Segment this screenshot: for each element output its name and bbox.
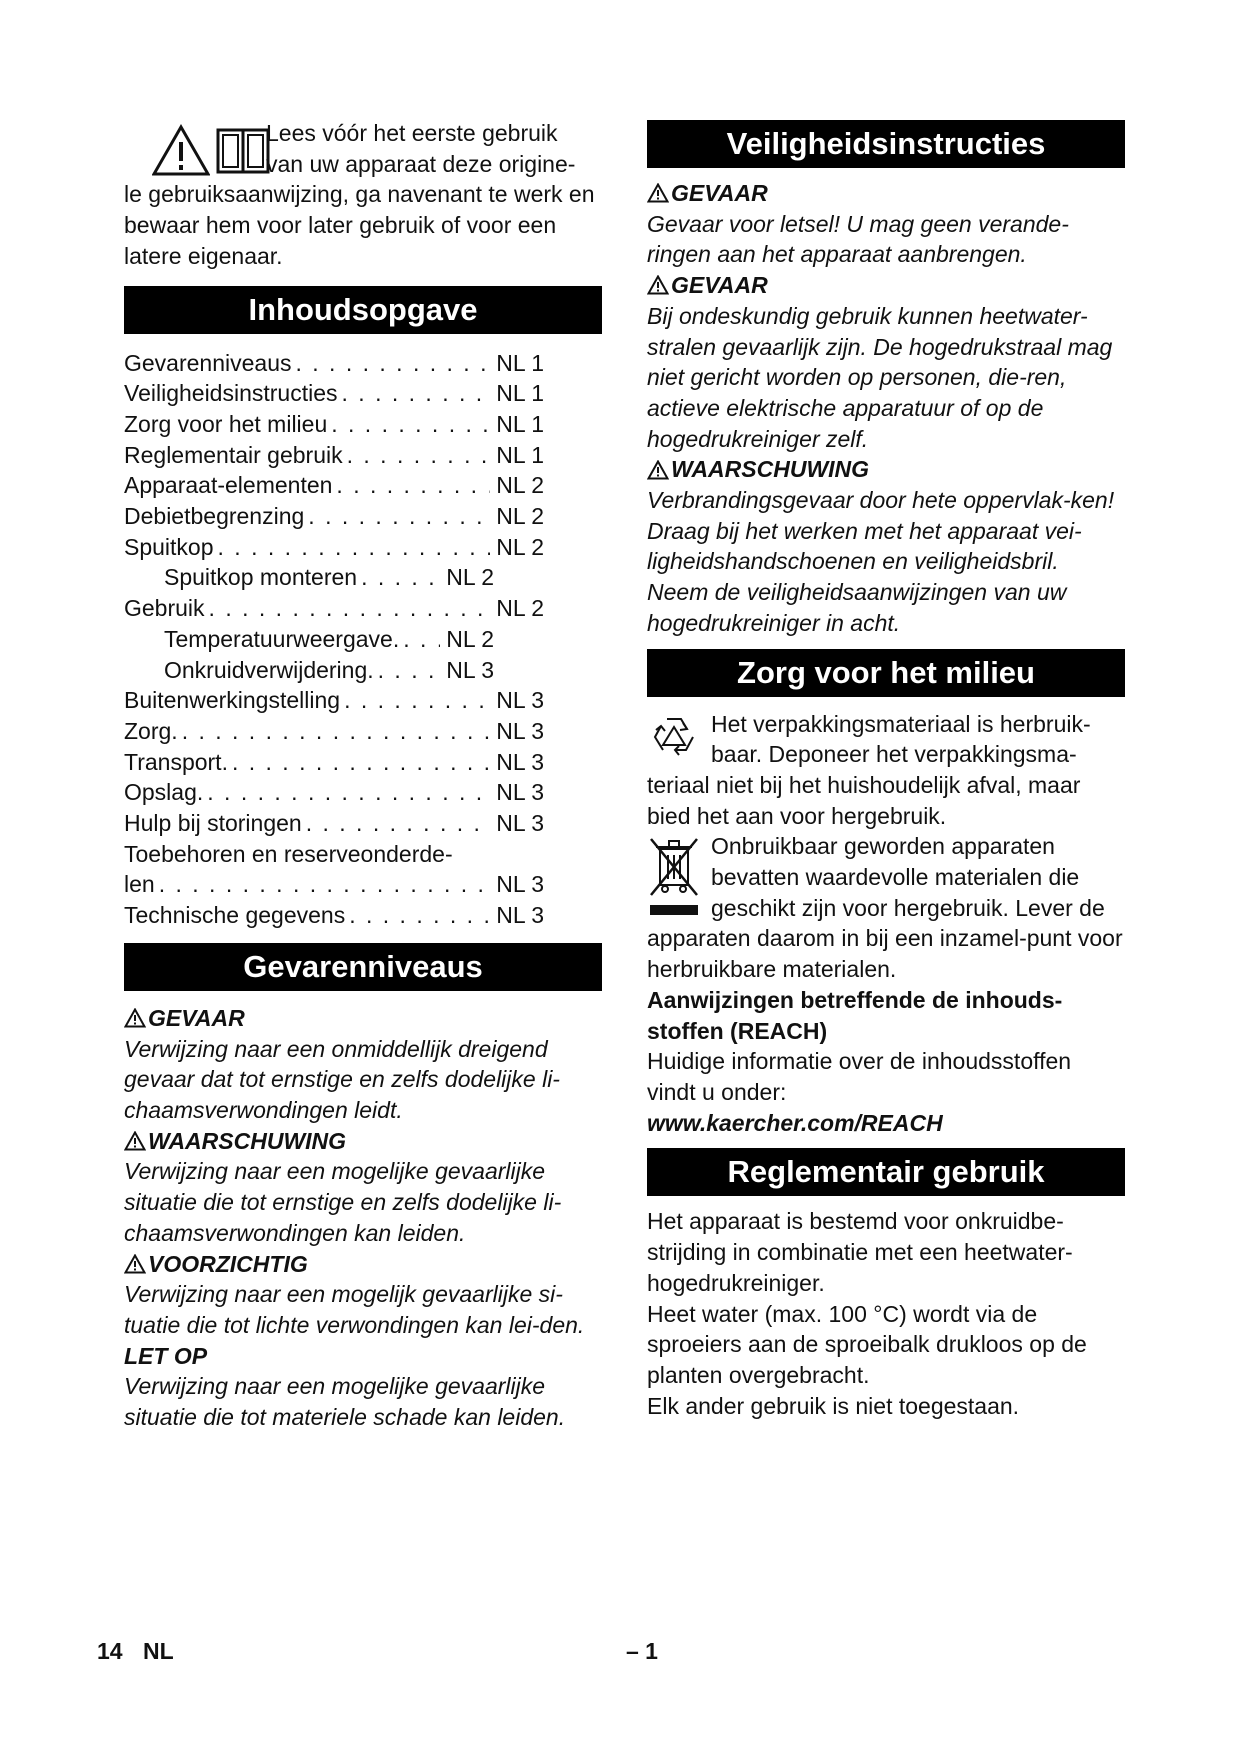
reach-url: www.kaercher.com/REACH	[647, 1109, 943, 1136]
toc-item: Zorg. . . . NL 3	[124, 716, 544, 747]
toc-item: Debietbegrenzing . . . NL 2	[124, 501, 544, 532]
toc-subitem: Onkruidverwijdering. . . . NL 3	[124, 655, 494, 686]
signal-waarschuwing: WAARSCHUWING	[647, 454, 1125, 485]
reglementair-text1: Het apparaat is bestemd voor onkruidbe-strijding in combinatie met een heetwater-hogedrukreiniger.	[647, 1208, 1073, 1296]
intro-block	[124, 118, 602, 272]
reach-heading: Aanwijzingen betreffende de inhouds-stoffen (REACH)	[647, 986, 1063, 1044]
signal-gevaar: GEVAAR	[647, 178, 1125, 209]
toc-item: Buitenwerkingstelling . . . NL 3	[124, 685, 544, 716]
section-heading-veiligheidsinstructies: Veiligheidsinstructies	[647, 120, 1125, 168]
weee-text: Onbruikbaar geworden apparaten bevatten waardevolle materialen die geschikt zijn voor hergebruik. Lever de apparaten daarom in bij een inzamel-punt voor herbruikbare materialen.	[647, 833, 1123, 983]
signal-voorzichtig: VOORZICHTIG	[124, 1249, 602, 1280]
toc-item: Gevarenniveaus . . . NL 1	[124, 348, 544, 379]
intro-icons	[152, 124, 272, 176]
intro-line2: van uw apparaat deze origine-	[266, 150, 576, 177]
section-heading-reglementair: Reglementair gebruik	[647, 1148, 1125, 1196]
toc-item: Transport. . . . NL 3	[124, 747, 544, 778]
waarschuwing-description: Verwijzing naar een mogelijke gevaarlijke situatie die tot ernstige en zelfs dodelijke li-chaamsverwondingen kan leiden.	[124, 1158, 562, 1246]
toc-item: Opslag. . . . NL 3	[124, 777, 544, 808]
toc-item: len . . . NL 3	[124, 869, 544, 900]
warning-triangle-icon	[124, 1008, 146, 1028]
intro-rest: le gebruiksaanwijzing, ga navenant te werk en bewaar hem voor later gebruik of voor een latere eigenaar.	[124, 181, 595, 269]
veiligheid-body	[647, 178, 1125, 639]
toc-subitem: Temperatuurweergave. . . . NL 2	[124, 624, 494, 655]
veiligheid-gevaar2-text: Bij ondeskundig gebruik kunnen heetwater-stralen gevaarlijk zijn. De hogedrukstraal mag niet gericht worden op personen, die-ren, actieve elektrische apparatuur of op de hogedrukreiniger zelf.	[647, 302, 1113, 452]
signal-letop: LET OP	[124, 1342, 208, 1369]
toc-item: Veiligheidsinstructies . . . NL 1	[124, 378, 544, 409]
left-column	[124, 118, 602, 1433]
reglementair-text3: Elk ander gebruik is niet toegestaan.	[647, 1392, 1020, 1419]
gevaar-description: Verwijzing naar een onmiddellijk dreigend gevaar dat tot ernstige en zelfs dodelijke li-chaamsverwondingen leidt.	[124, 1035, 560, 1123]
reglementair-body	[647, 1206, 1125, 1421]
signal-waarschuwing: WAARSCHUWING	[124, 1126, 602, 1157]
toc-item: Apparaat-elementen . . . NL 2	[124, 470, 544, 501]
warning-triangle-icon	[124, 1254, 146, 1274]
warning-triangle-icon	[124, 1131, 146, 1151]
weee-paragraph	[647, 831, 1125, 985]
right-column	[647, 112, 1125, 1421]
section-heading-gevarenniveaus: Gevarenniveaus	[124, 943, 602, 991]
toc-item: Reglementair gebruik . . . NL 1	[124, 440, 544, 471]
veiligheid-waarschuwing-text3: Neem de veiligheidsaanwijzingen van uw hogedrukreiniger in acht.	[647, 579, 1067, 636]
section-heading-milieu: Zorg voor het milieu	[647, 649, 1125, 697]
page-footer-center: – 1	[626, 1638, 658, 1664]
page-number: 14	[97, 1638, 123, 1664]
signal-gevaar: GEVAAR	[647, 270, 1125, 301]
warning-triangle-icon	[647, 460, 669, 480]
warning-triangle-icon	[647, 183, 669, 203]
toc-subitem: Spuitkop monteren . . . NL 2	[124, 562, 494, 593]
recycle-text: Het verpakkingsmateriaal is herbruik-baar. Deponeer het verpakkingsma-teriaal niet bij het huishoudelijk afval, maar bied het aan voor hergebruik.	[647, 710, 1091, 829]
veiligheid-gevaar1-text: Gevaar voor letsel! U mag geen verande-ringen aan het apparaat aanbrengen.	[647, 210, 1069, 268]
letop-description: Verwijzing naar een mogelijke gevaarlijke situatie die tot materiele schade kan leiden.	[124, 1373, 566, 1431]
page-footer-left	[97, 1638, 174, 1665]
signal-gevaar: GEVAAR	[124, 1003, 602, 1034]
toc-item: Spuitkop . . . NL 2	[124, 532, 544, 563]
manual-book-icon	[214, 124, 272, 176]
table-of-contents	[124, 348, 544, 931]
intro-line1: Lees vóór het eerste gebruik	[266, 120, 558, 146]
toc-item: Gebruik . . . NL 2	[124, 593, 544, 624]
section-heading-inhoudsopgave: Inhoudsopgave	[124, 286, 602, 334]
toc-item: Hulp bij storingen . . . NL 3	[124, 808, 544, 839]
toc-item-wrapped: Toebehoren en reserveonderde-	[124, 840, 453, 867]
milieu-body	[647, 709, 1125, 1139]
warning-triangle-icon	[152, 124, 210, 176]
reglementair-text2: Heet water (max. 100 °C) wordt via de sproeiers aan de sproeibalk drukloos op de planten overgebracht.	[647, 1300, 1087, 1388]
warning-triangle-icon	[647, 275, 669, 295]
veiligheid-waarschuwing-text2: Draag bij het werken met het apparaat vei-ligheidshandschoenen en veiligheidsbril.	[647, 517, 1082, 575]
reach-text: Huidige informatie over de inhoudsstoffen vindt u onder:	[647, 1048, 1072, 1105]
voorzichtig-description: Verwijzing naar een mogelijk gevaarlijke si-tuatie die tot lichte verwondingen kan lei-den.	[124, 1281, 585, 1338]
gevarenniveaus-body	[124, 1003, 602, 1433]
toc-item: Technische gegevens . . . NL 3	[124, 900, 544, 931]
language-code: NL	[142, 1638, 174, 1664]
recycle-icon	[647, 713, 701, 763]
veiligheid-waarschuwing-text1: Verbrandingsgevaar door hete oppervlak-ken!	[647, 487, 1115, 514]
toc-item: Zorg voor het milieu . . . NL 1	[124, 409, 544, 440]
recycle-paragraph	[647, 709, 1125, 832]
crossed-bin-icon	[647, 835, 701, 921]
